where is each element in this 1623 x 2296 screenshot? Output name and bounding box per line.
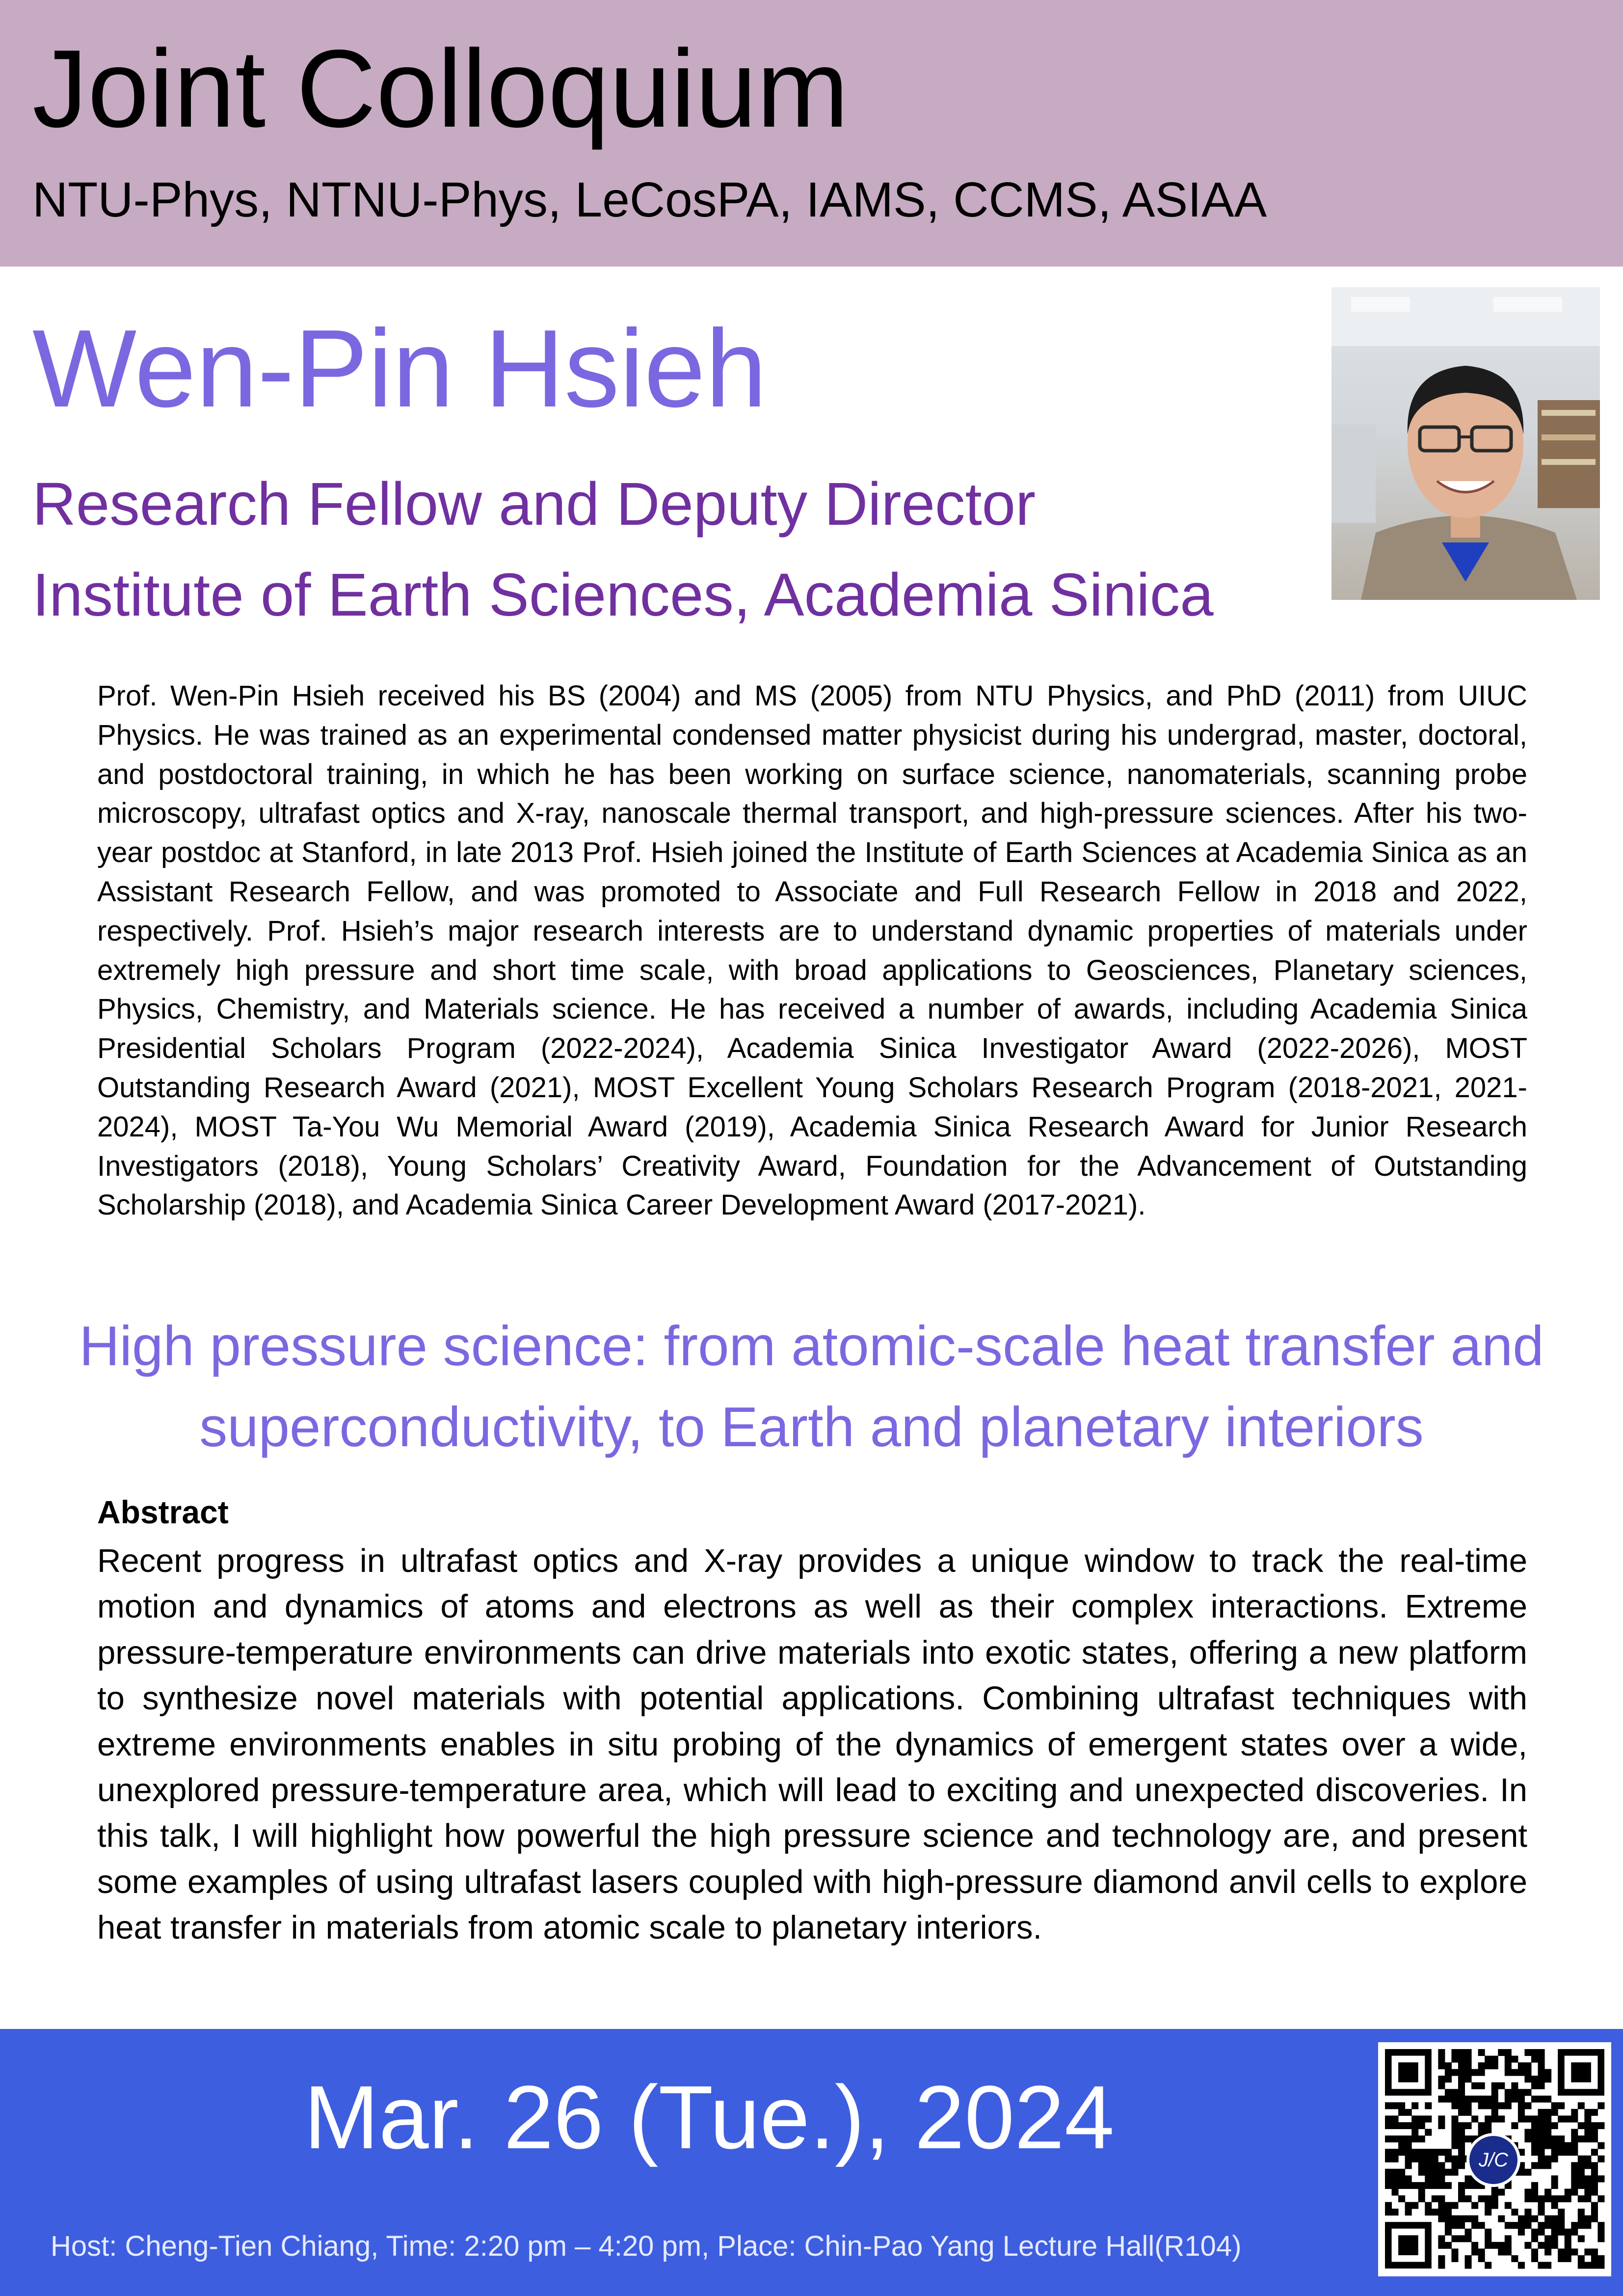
- speaker-position: Research Fellow and Deputy Director: [32, 471, 1036, 538]
- header-banner: [0, 0, 1623, 267]
- speaker-institute: Institute of Earth Sciences, Academia Sinica: [32, 562, 1214, 629]
- qr-code[interactable]: [1378, 2042, 1611, 2276]
- organizer-list: NTU-Phys, NTNU-Phys, LeCosPA, IAMS, CCMS, ASIAA: [32, 172, 1267, 227]
- event-date: Mar. 26 (Tue.), 2024: [304, 2067, 1115, 2167]
- speaker-photo: [1331, 287, 1600, 600]
- event-details: Host: Cheng-Tien Chiang, Time: 2:20 pm – 4:20 pm, Place: Chin-Pao Yang Lecture Hall(R104): [51, 2230, 1242, 2262]
- speaker-portrait-icon: [1331, 287, 1600, 600]
- colloquium-title: Joint Colloquium: [32, 27, 849, 150]
- abstract-text: Recent progress in ultrafast optics and X-ray provides a unique window to track the real-time motion and dynamics of atoms and electrons as well as their complex interactions. Extreme pressure-temperature environments can drive materials into exotic states, offering a new platform to synthesize novel materials with potential applications. Combining ultrafast techniques with extreme environments enables in situ probing of the dynamics of emergent states over a wide, unexplored pressure-temperature area, which will lead to exciting and unexpected discoveries. In this talk, I will highlight how powerful the high pressure science and technology are, and present some examples of using ultrafast lasers coupled with high-pressure diamond anvil cells to explore heat transfer in materials from atomic scale to planetary interiors.: [97, 1542, 1527, 1946]
- abstract-heading: Abstract: [97, 1494, 229, 1530]
- speaker-bio: Prof. Wen-Pin Hsieh received his BS (2004) and MS (2005) from NTU Physics, and PhD (2011) from UIUC Physics. He was trained as an experimental condensed matter physicist during his undergrad, master, doctoral, and postdoctoral training, in which he has been working on surface science, nanomaterials, scanning probe microscopy, ultrafast optics and X-ray, nanoscale thermal transport, and high-pressure sciences. After his two-year postdoc at Stanford, in late 2013 Prof. Hsieh joined the Institute of Earth Sciences at Academia Sinica as an Assistant Research Fellow, and was promoted to Associate and Full Research Fellow in 2018 and 2022, respectively. Prof. Hsieh’s major research interests are to understand dynamic properties of materials under extremely high pressure and short time scale, with broad applications to Geosciences, Planetary sciences, Physics, Chemistry, and Materials science. He has received a number of awards, including Academia Sinica Presidential Scholars Program (2022-2024), Academia Sinica Investigator Award (2022-2026), MOST Outstanding Research Award (2021), MOST Excellent Young Scholars Research Program (2018-2021, 2021-2024), MOST Ta-You Wu Memorial Award (2019), Academia Sinica Research Award for Junior Research Investigators (2018), Young Scholars’ Creativity Award, Foundation for the Advancement of Outstanding Scholarship (2018), and Academia Sinica Career Development Award (2017-2021).: [97, 680, 1527, 1221]
- talk-title: High pressure science: from atomic-scale heat transfer and superconductivity, to Earth and planetary interiors: [79, 1315, 1544, 1459]
- speaker-name: Wen-Pin Hsieh: [32, 306, 767, 430]
- qr-badge-logo: J/C: [1466, 2133, 1520, 2187]
